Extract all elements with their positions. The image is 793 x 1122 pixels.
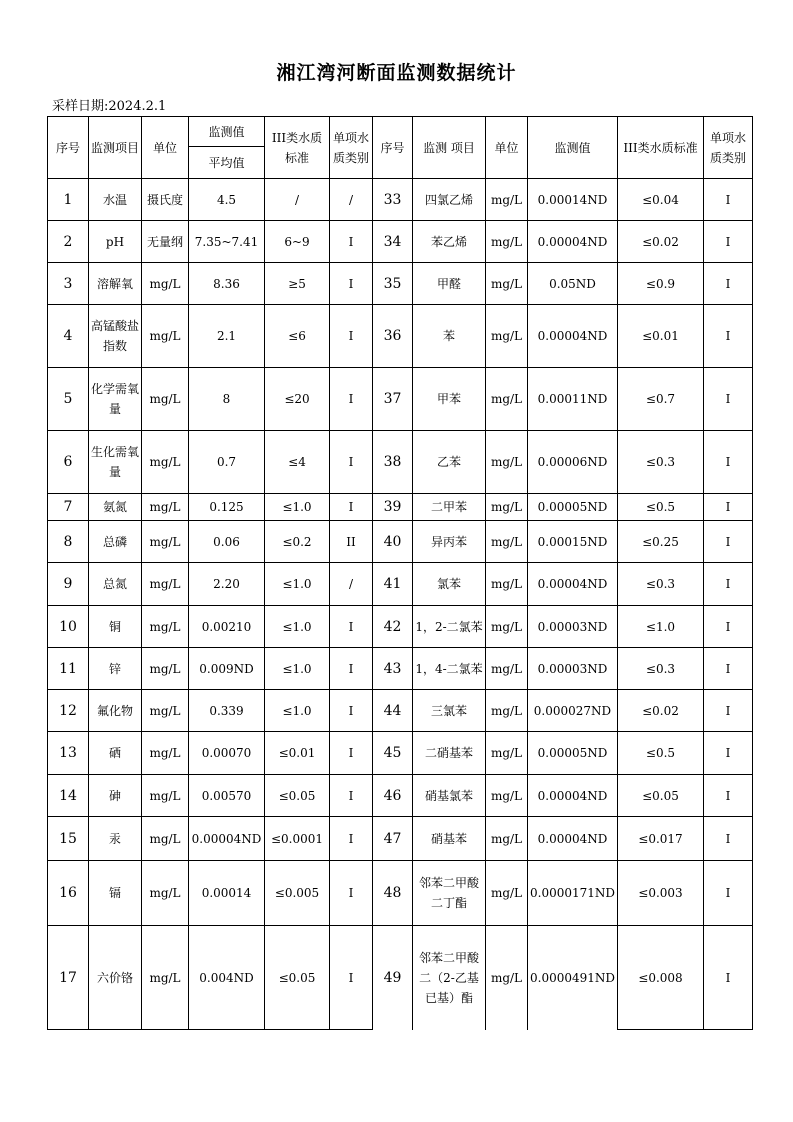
- table-row: [48, 817, 753, 861]
- header-seq-right: 序号: [373, 117, 413, 179]
- cell-standard: ≤1.0: [265, 563, 330, 606]
- cell-value-right: 0.00011ND: [528, 368, 618, 431]
- cell-category-right: I: [704, 732, 753, 775]
- cell-category: II: [330, 521, 373, 563]
- table-row: [48, 263, 753, 305]
- cell-unit: mg/L: [142, 563, 189, 606]
- cell-value-right: 0.00015ND: [528, 521, 618, 563]
- table-row: [48, 926, 753, 1030]
- cell-item-right: 1，2-二氯苯: [413, 606, 486, 648]
- cell-standard: ≤1.0: [265, 690, 330, 732]
- cell-unit: 无量纲: [142, 221, 189, 263]
- table-row: [48, 861, 753, 926]
- cell-category-right: I: [704, 648, 753, 690]
- table-row: [48, 305, 753, 368]
- cell-standard: ≤4: [265, 431, 330, 494]
- cell-category: /: [330, 563, 373, 606]
- cell-seq: 17: [48, 926, 89, 1030]
- cell-item: 化学需氧量: [89, 368, 142, 431]
- cell-value-right: 0.00006ND: [528, 431, 618, 494]
- cell-category: I: [330, 606, 373, 648]
- cell-standard: ≤0.05: [265, 926, 330, 1030]
- header-seq: 序号: [48, 117, 89, 179]
- cell-standard-right: ≤0.25: [618, 521, 704, 563]
- cell-unit: mg/L: [142, 775, 189, 817]
- cell-category: I: [330, 648, 373, 690]
- cell-value-right: 0.00004ND: [528, 817, 618, 861]
- cell-standard: /: [265, 179, 330, 221]
- cell-category: I: [330, 305, 373, 368]
- table-row: [48, 648, 753, 690]
- header-standard-right: III类水质标准: [618, 117, 704, 179]
- cell-unit-right: mg/L: [486, 263, 528, 305]
- cell-category: I: [330, 926, 373, 1030]
- cell-item: 氟化物: [89, 690, 142, 732]
- cell-value-right: 0.00004ND: [528, 305, 618, 368]
- cell-standard: ≤20: [265, 368, 330, 431]
- cell-item-right: 二甲苯: [413, 494, 486, 521]
- table-row: [48, 521, 753, 563]
- cell-category: I: [330, 263, 373, 305]
- cell-standard: ≥5: [265, 263, 330, 305]
- cell-seq-right: 48: [373, 861, 413, 926]
- table-row: [48, 431, 753, 494]
- cell-unit: mg/L: [142, 521, 189, 563]
- cell-category: I: [330, 221, 373, 263]
- cell-unit: mg/L: [142, 368, 189, 431]
- cell-unit-right: mg/L: [486, 861, 528, 926]
- cell-seq-right: 40: [373, 521, 413, 563]
- cell-category-right: I: [704, 817, 753, 861]
- cell-value-right: 0.05ND: [528, 263, 618, 305]
- table-row: [48, 606, 753, 648]
- cell-category: I: [330, 494, 373, 521]
- cell-category: I: [330, 775, 373, 817]
- cell-standard-right: ≤0.04: [618, 179, 704, 221]
- cell-standard: ≤0.005: [265, 861, 330, 926]
- cell-unit: mg/L: [142, 606, 189, 648]
- cell-value: 0.00570: [189, 775, 265, 817]
- cell-unit-right: mg/L: [486, 563, 528, 606]
- cell-standard-right: ≤0.3: [618, 648, 704, 690]
- cell-value: 8.36: [189, 263, 265, 305]
- cell-standard-right: ≤0.01: [618, 305, 704, 368]
- cell-seq: 9: [48, 563, 89, 606]
- table-row: [48, 494, 753, 521]
- cell-item: 溶解氧: [89, 263, 142, 305]
- cell-seq-right: 49: [373, 926, 413, 1030]
- cell-seq: 14: [48, 775, 89, 817]
- cell-item: 生化需氧量: [89, 431, 142, 494]
- cell-item-right: 异丙苯: [413, 521, 486, 563]
- cell-seq: 5: [48, 368, 89, 431]
- cell-category: I: [330, 861, 373, 926]
- cell-item: 水温: [89, 179, 142, 221]
- table-row: [48, 221, 753, 263]
- cell-value: 4.5: [189, 179, 265, 221]
- cell-value-right: 0.0000491ND: [528, 926, 618, 1030]
- cell-category-right: I: [704, 521, 753, 563]
- cell-category: I: [330, 817, 373, 861]
- cell-item-right: 硝基苯: [413, 817, 486, 861]
- cell-value: 0.00014: [189, 861, 265, 926]
- cell-seq: 16: [48, 861, 89, 926]
- cell-seq: 12: [48, 690, 89, 732]
- cell-unit-right: mg/L: [486, 732, 528, 775]
- cell-value: 2.1: [189, 305, 265, 368]
- cell-seq: 1: [48, 179, 89, 221]
- cell-item-right: 硝基氯苯: [413, 775, 486, 817]
- cell-standard-right: ≤0.05: [618, 775, 704, 817]
- cell-seq: 15: [48, 817, 89, 861]
- cell-seq-right: 47: [373, 817, 413, 861]
- cell-item: 硒: [89, 732, 142, 775]
- header-item-right: 监测 项目: [413, 117, 486, 179]
- cell-seq: 10: [48, 606, 89, 648]
- cell-seq: 6: [48, 431, 89, 494]
- cell-standard-right: ≤0.3: [618, 563, 704, 606]
- cell-seq: 13: [48, 732, 89, 775]
- cell-unit: mg/L: [142, 648, 189, 690]
- header-value-bottom: 平均值: [189, 147, 265, 179]
- cell-unit: mg/L: [142, 263, 189, 305]
- cell-seq-right: 44: [373, 690, 413, 732]
- cell-value-right: 0.00003ND: [528, 606, 618, 648]
- cell-unit-right: mg/L: [486, 648, 528, 690]
- cell-item: 汞: [89, 817, 142, 861]
- cell-unit-right: mg/L: [486, 179, 528, 221]
- cell-item-right: 二硝基苯: [413, 732, 486, 775]
- cell-standard: ≤0.2: [265, 521, 330, 563]
- cell-unit-right: mg/L: [486, 817, 528, 861]
- cell-item-right: 氯苯: [413, 563, 486, 606]
- cell-value: 0.00004ND: [189, 817, 265, 861]
- cell-item-right: 苯: [413, 305, 486, 368]
- cell-seq-right: 41: [373, 563, 413, 606]
- cell-value-right: 0.00014ND: [528, 179, 618, 221]
- cell-item: 总磷: [89, 521, 142, 563]
- cell-standard: ≤0.0001: [265, 817, 330, 861]
- cell-item-right: 邻苯二甲酸二（2-乙基已基）酯: [413, 926, 486, 1030]
- cell-value: 7.35~7.41: [189, 221, 265, 263]
- cell-value: 0.339: [189, 690, 265, 732]
- cell-unit: mg/L: [142, 926, 189, 1030]
- cell-seq: 11: [48, 648, 89, 690]
- cell-unit: mg/L: [142, 494, 189, 521]
- cell-unit: mg/L: [142, 817, 189, 861]
- cell-value: 8: [189, 368, 265, 431]
- cell-unit-right: mg/L: [486, 494, 528, 521]
- cell-category-right: I: [704, 221, 753, 263]
- cell-category-right: I: [704, 861, 753, 926]
- table-row: [48, 368, 753, 431]
- cell-unit: mg/L: [142, 732, 189, 775]
- cell-standard: ≤1.0: [265, 606, 330, 648]
- table-body: [48, 179, 753, 1030]
- cell-category-right: I: [704, 305, 753, 368]
- table-row: [48, 179, 753, 221]
- cell-category-right: I: [704, 494, 753, 521]
- cell-item-right: 三氯苯: [413, 690, 486, 732]
- cell-item: 高锰酸盐指数: [89, 305, 142, 368]
- cell-standard-right: ≤1.0: [618, 606, 704, 648]
- cell-category-right: I: [704, 775, 753, 817]
- cell-value: 0.7: [189, 431, 265, 494]
- cell-standard: ≤6: [265, 305, 330, 368]
- cell-category: I: [330, 690, 373, 732]
- cell-seq-right: 38: [373, 431, 413, 494]
- header-value-right: 监测值: [528, 117, 618, 179]
- table-row: [48, 732, 753, 775]
- cell-value: 0.004ND: [189, 926, 265, 1030]
- cell-unit: 摄氏度: [142, 179, 189, 221]
- cell-standard-right: ≤0.008: [618, 926, 704, 1030]
- cell-unit-right: mg/L: [486, 368, 528, 431]
- cell-category: /: [330, 179, 373, 221]
- header-category: 单项水质类别: [330, 117, 373, 179]
- cell-value: 0.00070: [189, 732, 265, 775]
- cell-seq: 4: [48, 305, 89, 368]
- cell-unit-right: mg/L: [486, 521, 528, 563]
- cell-value: 0.00210: [189, 606, 265, 648]
- cell-item: 氨氮: [89, 494, 142, 521]
- header-standard: III类水质标准: [265, 117, 330, 179]
- cell-value-right: 0.00004ND: [528, 775, 618, 817]
- cell-seq-right: 37: [373, 368, 413, 431]
- cell-value: 0.009ND: [189, 648, 265, 690]
- header-category-right: 单项水质类别: [704, 117, 753, 179]
- cell-seq-right: 39: [373, 494, 413, 521]
- cell-standard: ≤1.0: [265, 494, 330, 521]
- cell-seq-right: 36: [373, 305, 413, 368]
- cell-category-right: I: [704, 926, 753, 1030]
- cell-item: 镉: [89, 861, 142, 926]
- cell-standard-right: ≤0.017: [618, 817, 704, 861]
- cell-seq-right: 45: [373, 732, 413, 775]
- cell-category: I: [330, 431, 373, 494]
- cell-unit: mg/L: [142, 861, 189, 926]
- cell-item: 六价铬: [89, 926, 142, 1030]
- cell-item-right: 甲苯: [413, 368, 486, 431]
- cell-standard-right: ≤0.7: [618, 368, 704, 431]
- cell-standard: 6~9: [265, 221, 330, 263]
- cell-value-right: 0.0000171ND: [528, 861, 618, 926]
- cell-seq-right: 42: [373, 606, 413, 648]
- sample-date: 采样日期:2024.2.1: [52, 99, 167, 114]
- cell-category-right: I: [704, 431, 753, 494]
- cell-seq-right: 46: [373, 775, 413, 817]
- cell-item: 砷: [89, 775, 142, 817]
- cell-seq-right: 35: [373, 263, 413, 305]
- cell-unit: mg/L: [142, 431, 189, 494]
- cell-category: I: [330, 732, 373, 775]
- cell-standard-right: ≤0.02: [618, 690, 704, 732]
- header-item: 监测项目: [89, 117, 142, 179]
- cell-item-right: 苯乙烯: [413, 221, 486, 263]
- cell-standard: ≤1.0: [265, 648, 330, 690]
- cell-value-right: 0.00004ND: [528, 563, 618, 606]
- header-value-top: 监测值: [189, 117, 265, 147]
- cell-item-right: 四氯乙烯: [413, 179, 486, 221]
- cell-seq-right: 34: [373, 221, 413, 263]
- cell-value-right: 0.00005ND: [528, 494, 618, 521]
- cell-unit-right: mg/L: [486, 606, 528, 648]
- cell-standard: ≤0.05: [265, 775, 330, 817]
- cell-standard-right: ≤0.003: [618, 861, 704, 926]
- table-row: [48, 690, 753, 732]
- cell-item-right: 甲醛: [413, 263, 486, 305]
- cell-seq: 3: [48, 263, 89, 305]
- cell-unit: mg/L: [142, 690, 189, 732]
- header-unit-right: 单位: [486, 117, 528, 179]
- cell-unit-right: mg/L: [486, 926, 528, 1030]
- cell-standard-right: ≤0.02: [618, 221, 704, 263]
- cell-standard: ≤0.01: [265, 732, 330, 775]
- table-row: [48, 775, 753, 817]
- cell-unit-right: mg/L: [486, 690, 528, 732]
- page-title: 湘江湾河断面监测数据统计: [276, 62, 517, 84]
- cell-value-right: 0.00004ND: [528, 221, 618, 263]
- cell-value: 2.20: [189, 563, 265, 606]
- cell-value-right: 0.00005ND: [528, 732, 618, 775]
- cell-seq: 8: [48, 521, 89, 563]
- cell-value-right: 0.00003ND: [528, 648, 618, 690]
- cell-category-right: I: [704, 563, 753, 606]
- cell-unit-right: mg/L: [486, 431, 528, 494]
- cell-value: 0.125: [189, 494, 265, 521]
- cell-seq: 7: [48, 494, 89, 521]
- cell-category-right: I: [704, 690, 753, 732]
- cell-item: 铜: [89, 606, 142, 648]
- cell-category-right: I: [704, 606, 753, 648]
- monitoring-data-table: [47, 116, 753, 1030]
- cell-category-right: I: [704, 368, 753, 431]
- cell-item-right: 乙苯: [413, 431, 486, 494]
- cell-unit: mg/L: [142, 305, 189, 368]
- cell-category-right: I: [704, 179, 753, 221]
- cell-standard-right: ≤0.5: [618, 732, 704, 775]
- cell-item-right: 邻苯二甲酸二丁酯: [413, 861, 486, 926]
- cell-category: I: [330, 368, 373, 431]
- cell-seq-right: 43: [373, 648, 413, 690]
- cell-seq: 2: [48, 221, 89, 263]
- cell-standard-right: ≤0.3: [618, 431, 704, 494]
- cell-value: 0.06: [189, 521, 265, 563]
- cell-category-right: I: [704, 263, 753, 305]
- cell-unit-right: mg/L: [486, 775, 528, 817]
- cell-value-right: 0.000027ND: [528, 690, 618, 732]
- header-unit: 单位: [142, 117, 189, 179]
- cell-standard-right: ≤0.9: [618, 263, 704, 305]
- cell-standard-right: ≤0.5: [618, 494, 704, 521]
- cell-item: 锌: [89, 648, 142, 690]
- cell-unit-right: mg/L: [486, 305, 528, 368]
- cell-item: 总氮: [89, 563, 142, 606]
- cell-item: pH: [89, 221, 142, 263]
- table-row: [48, 563, 753, 606]
- cell-unit-right: mg/L: [486, 221, 528, 263]
- cell-item-right: 1，4-二氯苯: [413, 648, 486, 690]
- cell-seq-right: 33: [373, 179, 413, 221]
